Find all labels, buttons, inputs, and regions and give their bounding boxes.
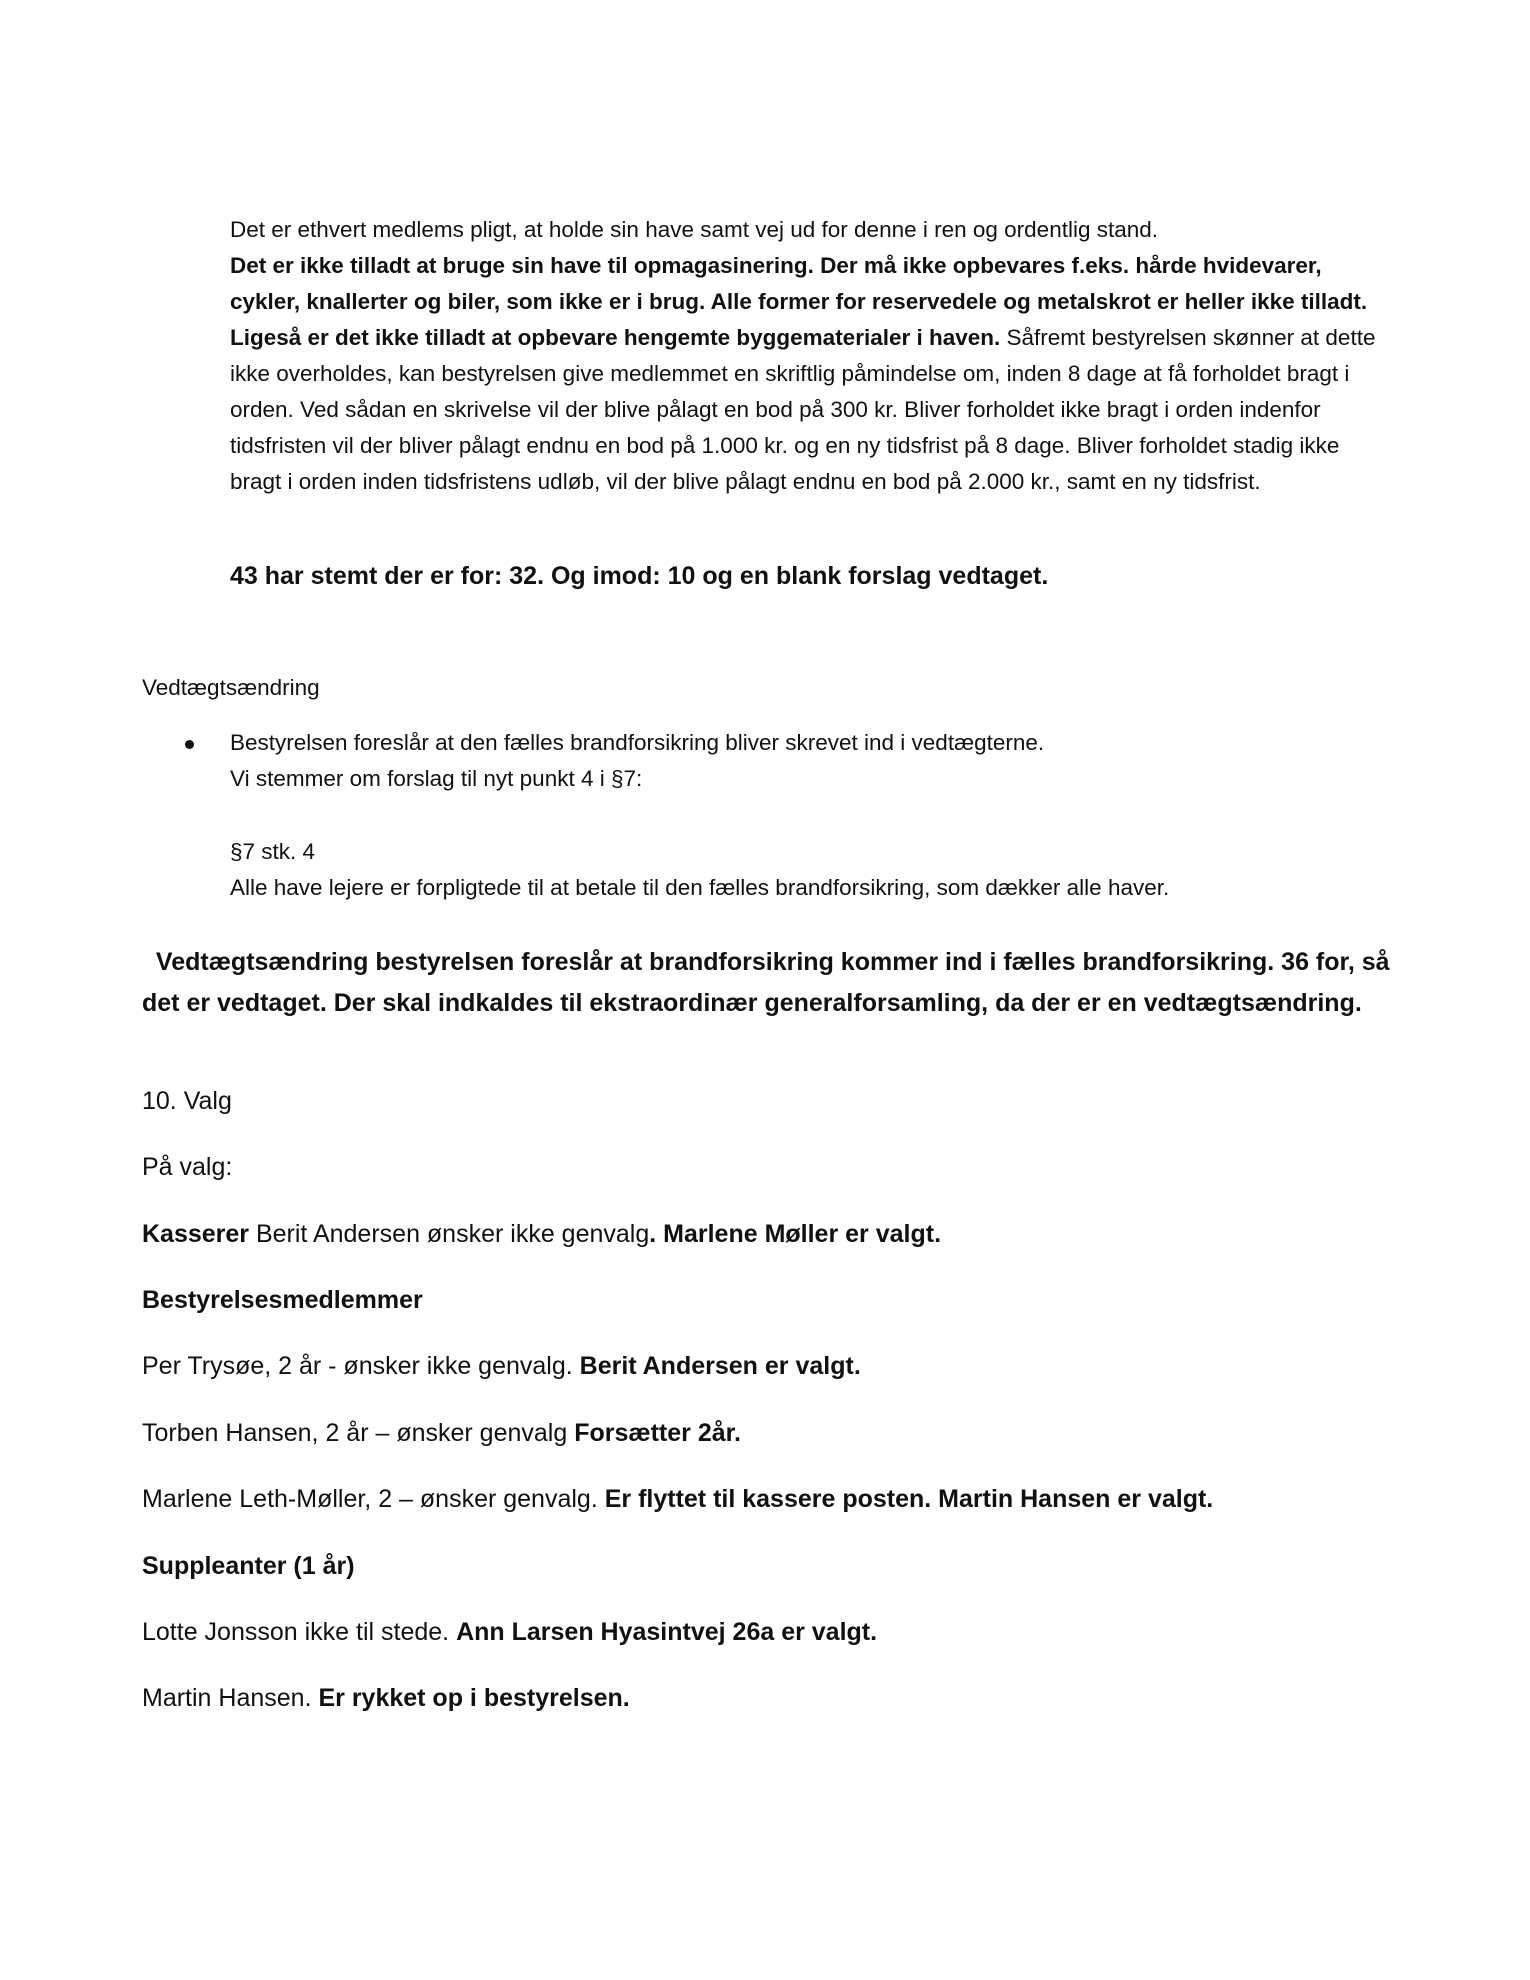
board-member-result: Forsætter 2år. bbox=[574, 1419, 741, 1447]
bullet-line-1: Bestyrelsen foreslår at den fælles brandforsikring bliver skrevet ind i vedtægterne. bbox=[230, 730, 1045, 755]
amendment-result: Vedtægtsændring bestyrelsen foreslår at brandforsikring kommer ind i fælles brandforsikring. 36 for, så det er vedtaget. Der skal indkaldes til ekstraordinær generalforsamling, da der er en vedtægtsændring. bbox=[142, 948, 1397, 1017]
rules-bold-text: Det er ikke tilladt at bruge sin have til opmagasinering. Der må ikke opbevares f.eks. hårde hvidevarer, cykler, knallerter og biler, som ikke er i brug. Alle former for reservedele og metalskrot er heller ikke tilladt. Ligeså er det ikke tilladt at opbevare hengemte byggematerialer i haven. bbox=[230, 253, 1368, 350]
substitute-row bbox=[142, 1614, 1442, 1650]
election-heading: 10. Valg bbox=[142, 1087, 232, 1115]
substitutes-heading: Suppleanter (1 år) bbox=[142, 1552, 355, 1580]
rules-penalty-text: Såfremt bestyrelsen skønner at dette ikke overholdes, kan bestyrelsen give medlemmet en skriftlig påmindelse om, inden 8 dage at få forholdet bragt i orden. Ved sådan en skrivelse vil der blive pålagt en bod på 300 kr. Bliver forholdet ikke bragt i orden indenfor tidsfristen vil der bliver pålagt endnu en bod på 1.000 kr. og en ny tidsfrist på 8 dage. Bliver forholdet stadig ikke bragt i orden inden tidsfristens udløb, vil der blive pålagt endnu en bod på 2.000 kr., samt en ny tidsfrist. bbox=[230, 325, 1376, 494]
substitute-result: Er rykket op i bestyrelsen. bbox=[318, 1684, 630, 1712]
amendment-heading: Vedtægtsændring bbox=[142, 675, 320, 700]
treasurer-row bbox=[142, 1216, 1442, 1252]
statute-paragraph bbox=[230, 834, 1380, 906]
on-election-label: På valg: bbox=[142, 1153, 233, 1181]
rules-intro-line: Det er ethvert medlems pligt, at holde sin have samt vej ud for denne i ren og ordentlig stand. bbox=[230, 217, 1159, 242]
board-member-status: Torben Hansen, 2 år – ønsker genvalg bbox=[142, 1419, 575, 1447]
treasurer-result: . Marlene Møller er valgt. bbox=[649, 1220, 942, 1248]
board-row bbox=[142, 1415, 1442, 1451]
substitute-status: Lotte Jonsson ikke til stede. bbox=[142, 1618, 457, 1646]
board-row bbox=[142, 1348, 1442, 1384]
board-member-status: Per Trysøe, 2 år - ønsker ikke genvalg. bbox=[142, 1352, 580, 1380]
board-member-status: Marlene Leth-Møller, 2 – ønsker genvalg. bbox=[142, 1485, 605, 1513]
board-heading: Bestyrelsesmedlemmer bbox=[142, 1286, 423, 1314]
substitute-status: Martin Hansen. bbox=[142, 1684, 319, 1712]
bullet-line-2: Vi stemmer om forslag til nyt punkt 4 i §7: bbox=[230, 766, 643, 791]
garden-rules-paragraph bbox=[230, 212, 1380, 500]
treasurer-status: Berit Andersen ønsker ikke genvalg bbox=[249, 1220, 650, 1248]
substitute-result: Ann Larsen Hyasintvej 26a er valgt. bbox=[456, 1618, 878, 1646]
bullet-text bbox=[230, 725, 1380, 797]
board-member-result: Berit Andersen er valgt. bbox=[579, 1352, 861, 1380]
statute-reference: §7 stk. 4 bbox=[230, 839, 316, 864]
vote-result: 43 har stemt der er for: 32. Og imod: 10 og en blank forslag vedtaget. bbox=[230, 562, 1049, 590]
statute-text: Alle have lejere er forpligtede til at betale til den fælles brandforsikring, som dækker alle haver. bbox=[230, 875, 1170, 900]
board-row bbox=[142, 1481, 1442, 1517]
board-member-result: Er flyttet til kassere posten. Martin Hansen er valgt. bbox=[604, 1485, 1214, 1513]
substitute-row bbox=[142, 1680, 1442, 1716]
bullet-icon bbox=[185, 740, 194, 749]
treasurer-role: Kasserer bbox=[142, 1220, 250, 1248]
